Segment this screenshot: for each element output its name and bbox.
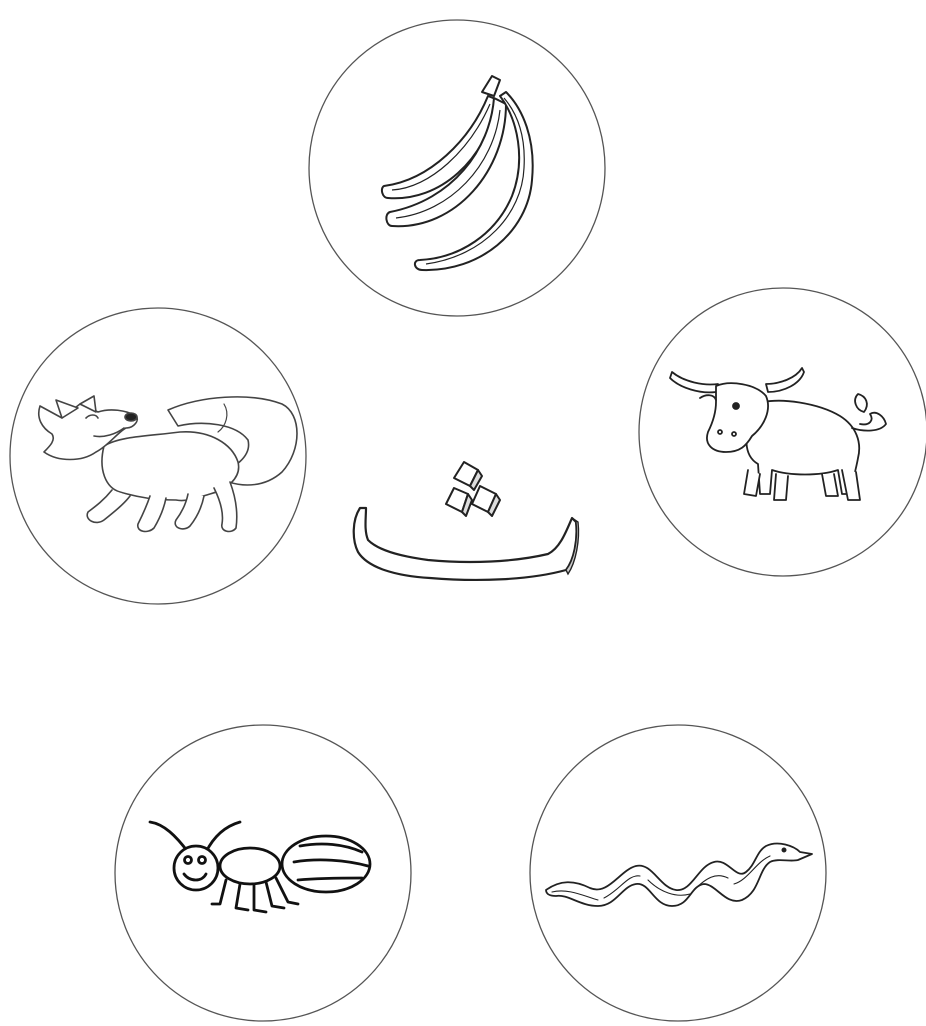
- ant-card[interactable]: [115, 725, 411, 1021]
- banana-card[interactable]: [309, 20, 605, 316]
- fox-card[interactable]: [10, 308, 306, 604]
- letter-dots: [446, 462, 500, 516]
- letter-body: [354, 508, 577, 580]
- snake-card[interactable]: [530, 725, 826, 1021]
- bull-card[interactable]: [639, 288, 926, 576]
